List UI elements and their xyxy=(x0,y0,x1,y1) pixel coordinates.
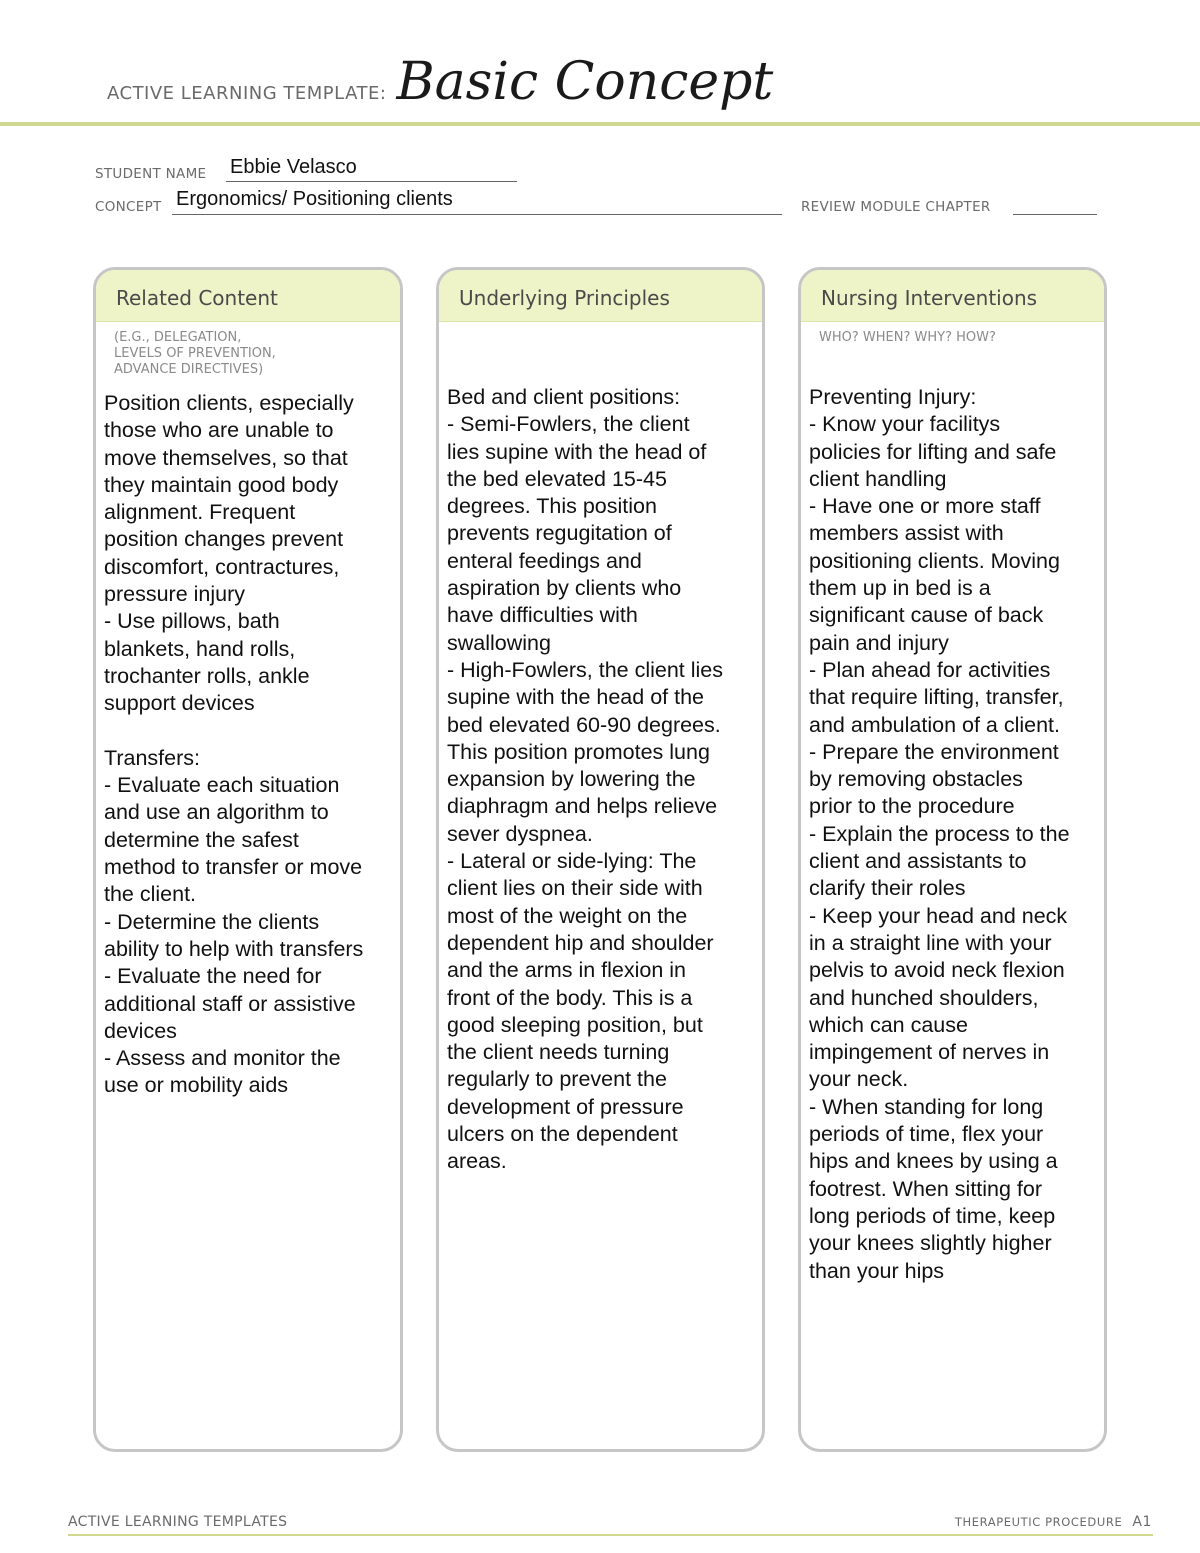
underlying-principles-heading: Underlying Principles xyxy=(439,270,762,322)
header-divider xyxy=(0,122,1200,126)
concept-field[interactable]: Ergonomics/ Positioning clients xyxy=(176,188,453,210)
footer-label: ACTIVE LEARNING TEMPLATES xyxy=(68,1514,288,1530)
nursing-interventions-box xyxy=(798,267,1107,1452)
related-content-box xyxy=(93,267,403,1452)
review-module-field[interactable] xyxy=(1013,214,1097,215)
nursing-interventions-text[interactable]: Preventing Injury: - Know your facilitys policies for lifting and safe client handling - Have one or more staff members assist with positioning clients. Moving them up in bed is a significant cause of back pain and injury - Plan ahead for activities that require lifting, transfer, and ambulation of a client. - Prepare the environment by removing obstacles prior to the procedure - Explain the process to the client and assistants to clarify their roles - Keep your head and neck in a straight line with your pelvis to avoid neck flexion and hunched shoulders, which can cause impingement of nerves in your neck. - When standing for long periods of time, flex your hips and knees by using a footrest. When sitting for long periods of time, keep your knees slightly higher than your hips xyxy=(809,385,1070,1283)
student-name-line xyxy=(226,181,517,182)
footer-code: A1 xyxy=(1132,1514,1152,1530)
nursing-interventions-heading: Nursing Interventions xyxy=(801,270,1104,322)
related-content-text[interactable]: Position clients, especially those who are unable to move themselves, so that they maintain good body alignment. Frequent position changes prevent discomfort, contractures, pressure injury - Use pillows, bath blankets, hand rolls, trochanter rolls, ankle support devices Transfers: - Evaluate each situation and use an algorithm to determine the safest method to transfer or move the client. - Determine the clients ability to help with transfers - Evaluate the need for additional staff or assistive devices - Assess and monitor the use or mobility aids xyxy=(104,391,364,1098)
concept-line xyxy=(172,214,782,215)
template-label: ACTIVE LEARNING TEMPLATE: xyxy=(107,83,387,104)
footer-right xyxy=(955,1514,1152,1530)
underlying-principles-text[interactable]: Bed and client positions: - Semi-Fowlers, the client lies supine with the head of the bed elevated 15-45 degrees. This position prevents regugitation of enteral feedings and aspiration by clients who have difficulties with swallowing - High-Fowlers, the client lies supine with the head of the bed elevated 60-90 degrees. This position promotes lung expansion by lowering the diaphragm and helps relieve sever dyspnea. - Lateral or side-lying: The client lies on their side with most of the weight on the dependent hip and shoulder and the arms in flexion in front of the body. This is a good sleeping position, but the client needs turning regularly to prevent the development of pressure ulcers on the dependent areas. xyxy=(447,385,724,1174)
nursing-interventions-hint: WHO? WHEN? WHY? HOW? xyxy=(819,330,996,345)
related-content-hint: (E.G., DELEGATION, LEVELS OF PREVENTION, ADVANCE DIRECTIVES) xyxy=(114,330,276,377)
student-name-label: STUDENT NAME xyxy=(95,166,207,182)
concept-label: CONCEPT xyxy=(95,199,162,215)
student-name-field[interactable]: Ebbie Velasco xyxy=(230,156,357,178)
related-content-heading: Related Content xyxy=(96,270,400,322)
review-module-label: REVIEW MODULE CHAPTER xyxy=(801,199,991,215)
page-title xyxy=(107,52,773,122)
underlying-principles-box xyxy=(436,267,765,1452)
template-title: Basic Concept xyxy=(396,52,774,112)
underlying-principles-hint xyxy=(439,322,762,372)
footer-procedure-label: THERAPEUTIC PROCEDURE xyxy=(954,1515,1123,1529)
footer-divider xyxy=(68,1534,1153,1536)
